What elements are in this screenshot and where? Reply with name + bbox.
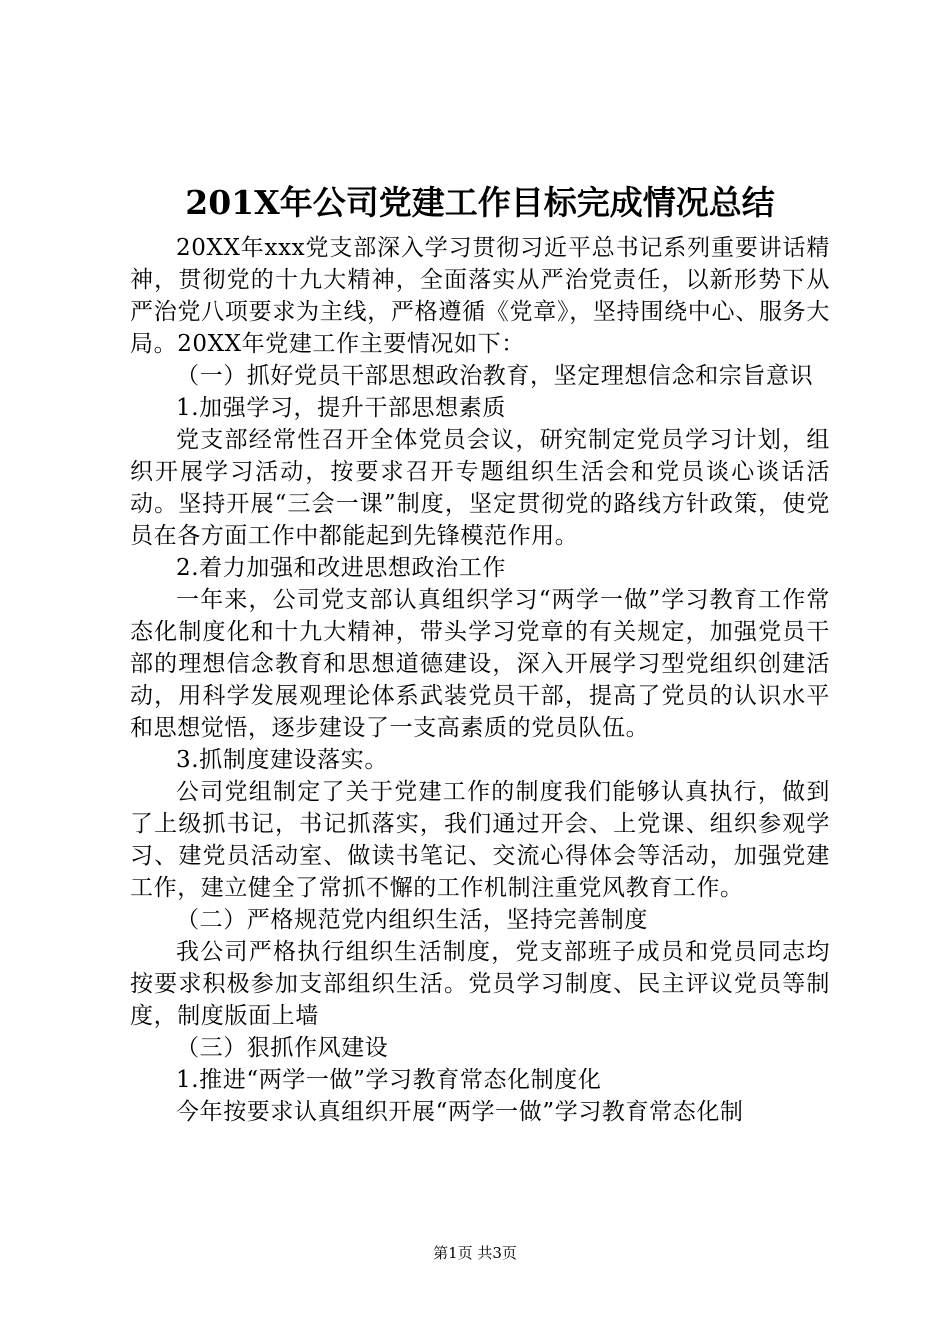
subheading-1-3: 3.抓制度建设落实。 [176, 747, 388, 773]
paragraph-3-1: 今年按要求认真组织开展“两学一做”学习教育常态化制 [176, 1099, 744, 1125]
paragraph-1-1: 党支部经常性召开全体党员会议，研究制定党员学习计划，组织开展学习活动，按要求召开专题组织生活会和党员谈心谈话活动。坚持开展“三会一课”制度，坚定贯彻党的路线方针政策，使党员在各方面工作中都能起到先锋模范作用。 [130, 427, 830, 549]
document-title: 201X年公司党建工作目标完成情况总结 [185, 183, 775, 222]
paragraph-2: 我公司严格执行组织生活制度，党支部班子成员和党员同志均按要求积极参加支部组织生活。党员学习制度、民主评议党员等制度，制度版面上墙 [130, 939, 830, 1029]
subheading-1-1: 1.加强学习，提升干部思想素质 [176, 395, 506, 421]
paragraph-1-2: 一年来，公司党支部认真组织学习“两学一做”学习教育工作常态化制度化和十九大精神，带头学习党章的有关规定，加强党员干部的理想信念教育和思想道德建设，深入开展学习型党组织创建活动，用科学发展观理论体系武装党员干部，提高了党员的认识水平和思想觉悟，逐步建设了一支高素质的党员队伍。 [130, 587, 830, 741]
paragraph-1-3: 公司党组制定了关于党建工作的制度我们能够认真执行，做到了上级抓书记，书记抓落实，我们通过开会、上党课、组织参观学习、建党员活动室、做读书笔记、交流心得体会等活动，加强党建工作，建立健全了常抓不懈的工作机制注重党风教育工作。 [130, 779, 830, 901]
paragraph-intro: 20XX年xxx党支部深入学习贯彻习近平总书记系列重要讲话精神，贯彻党的十九大精神，全面落实从严治党责任，以新形势下从严治党八项要求为主线，严格遵循《党章》，坚持围绕中心、服务大局。20XX年党建工作主要情况如下： [130, 235, 830, 357]
page-footer: 第1页 共3页 [433, 1244, 517, 1262]
subheading-3-1: 1.推进“两学一做”学习教育常态化制度化 [176, 1067, 602, 1093]
document-page [130, 180, 830, 1128]
section-heading-1: （一）抓好党员干部思想政治教育，坚定理想信念和宗旨意识 [176, 363, 814, 389]
section-heading-2: （二）严格规范党内组织生活，坚持完善制度 [176, 907, 648, 933]
section-heading-3: （三）狠抓作风建设 [176, 1035, 389, 1061]
subheading-1-2: 2.着力加强和改进思想政治工作 [176, 555, 506, 581]
